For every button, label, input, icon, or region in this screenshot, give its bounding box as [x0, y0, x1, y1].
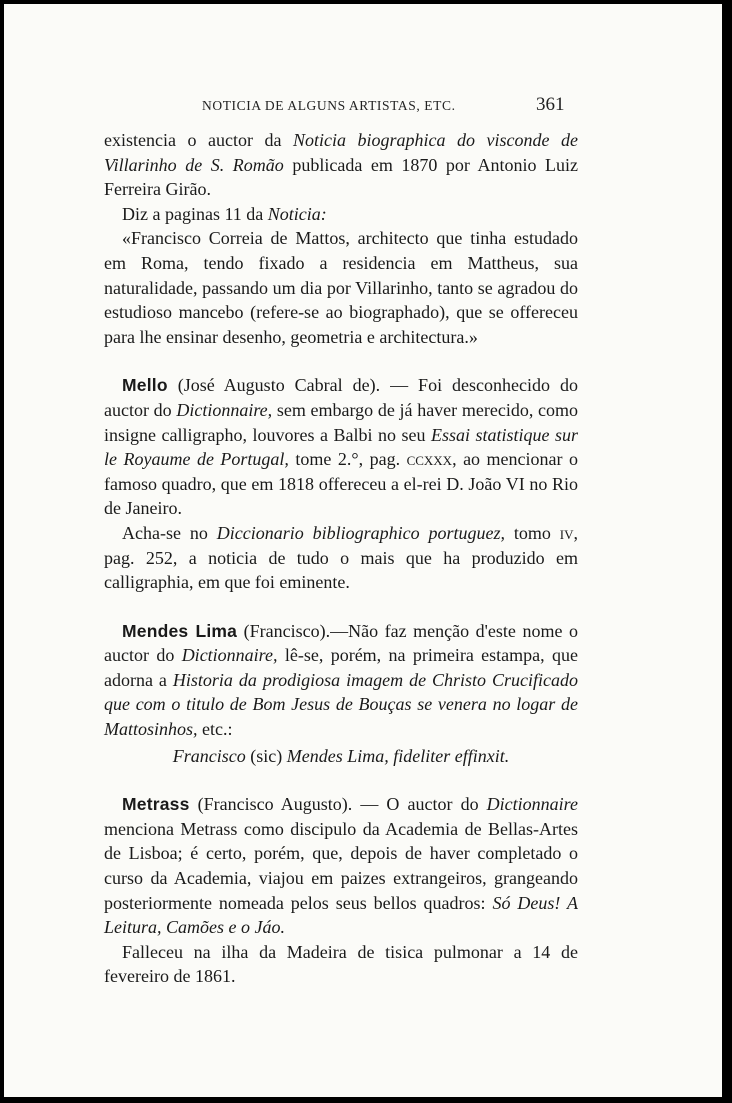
paragraph-quote: «Francisco Correia de Mattos, architecto que tinha estudado em Roma, tendo fixado a residencia em Mattheus, sua naturalidade, passando um dia por Villarinho, tanto se agradou do estudioso mancebo (refere-se ao biographado), que se offereceu para lhe ensinar desenho, geometria e architectura.» [104, 228, 578, 347]
entry-metrass: Metrass (Francisco Augusto). — O auctor do Dictionnaire menciona Metrass como discipulo da Academia de Bellas-Artes de Lisboa; é certo, porém, que, depois de haver completado o curso da Academia, viajou em paizes extrangeiros, grangeando posteriormente nomeada pelos seus bellos quadros: Só Deus! A Leitura, Camões e o Jáo. [104, 794, 578, 938]
entry-mendes-lima: Mendes Lima (Francisco).—Não faz menção d'este nome o auctor do Dictionnaire, lê-se, porém, na primeira estampa, que adorna a Historia da prodigiosa imagem de Christo Crucificado que com o titulo de Bom Jesus de Bouças se venera no logar de Mattosinhos, etc.: [104, 620, 578, 740]
engraving-inscription: Francisco (sic) Mendes Lima, fideliter effinxit. [172, 745, 510, 766]
entry-mello: Mello (José Augusto Cabral de). — Foi desconhecido do auctor do Dictionnaire, sem embargo de já haver merecido, como insigne calligrapho, louvores a Balbi no seu Essai statistique sur le Royaume de Portugal, tome 2.°, pag. ccxxx, ao mencionar o famoso quadro, que em 1818 offereceu a el-rei D. João VI no Rio de Janeiro. [104, 375, 578, 519]
entry-name: Mendes Lima [122, 620, 238, 641]
running-title: NOTICIA DE ALGUNS ARTISTAS, ETC. [202, 98, 456, 113]
page-body [104, 128, 578, 989]
page-header [4, 94, 722, 118]
entry-name: Mello [122, 375, 168, 396]
paragraph-intro: existencia o auctor da Noticia biographica do visconde de Villarinho de S. Romão publicada em 1870 por Antonio Luiz Ferreira Girão. [104, 130, 579, 200]
page-number: 361 [536, 94, 565, 115]
paragraph-citation-intro: Diz a paginas 11 da Noticia: [122, 203, 327, 224]
entry-name: Metrass [122, 794, 190, 815]
entry-metrass-continued: Falleceu na ilha da Madeira de tisica pulmonar a 14 de fevereiro de 1861. [104, 941, 578, 987]
book-page [4, 4, 722, 1097]
entry-mello-continued: Acha-se no Diccionario bibliographico portuguez, tomo iv, pag. 252, a noticia de tudo o mais que ha produzido em calligraphia, em que foi eminente. [104, 522, 579, 593]
